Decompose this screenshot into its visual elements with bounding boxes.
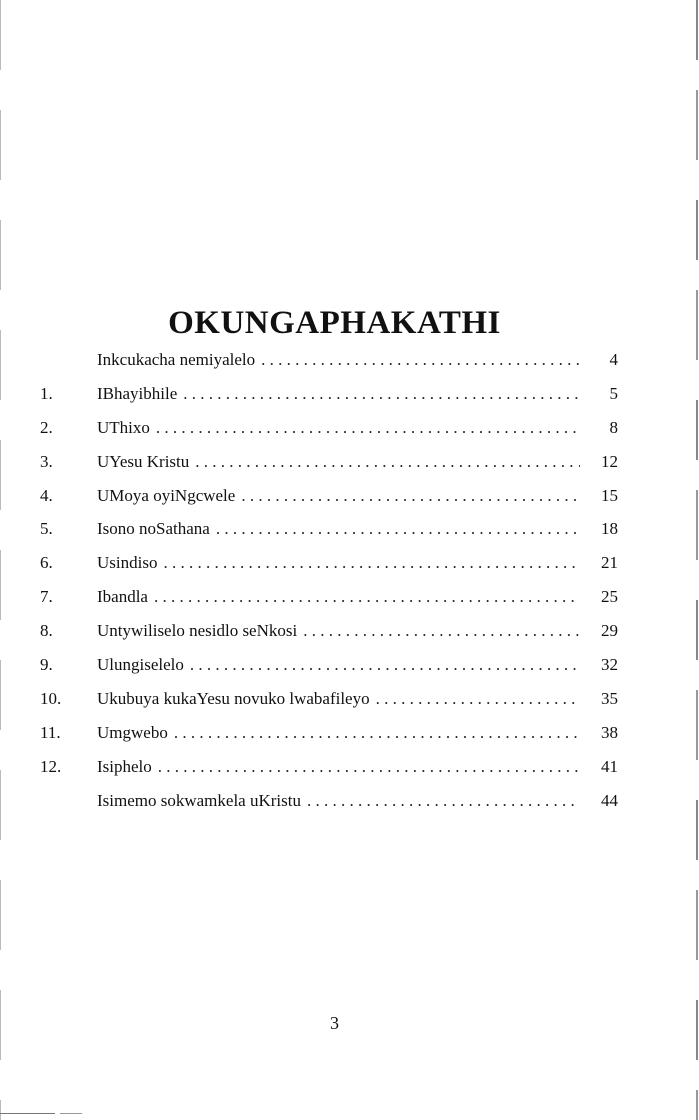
toc-entry-label: Usindiso: [97, 553, 158, 573]
toc-entry-number: 4.: [40, 485, 53, 505]
toc-entry-number: 12.: [40, 756, 62, 776]
toc-leader-dots: [174, 723, 580, 743]
toc-entry-7: [40, 587, 618, 621]
toc-leader-dots: [163, 553, 580, 573]
toc-entry-10: [40, 689, 618, 723]
toc-entry-number: 8.: [40, 621, 53, 641]
toc-entry-page: 44: [601, 790, 618, 810]
toc-entry-number: 2.: [40, 417, 53, 437]
page-edge-right: [696, 0, 698, 1120]
toc-entry-6: [40, 553, 618, 587]
toc-entry-5: [40, 519, 618, 553]
toc-entry-closing: [40, 791, 618, 825]
toc-entry-number: 6.: [40, 553, 53, 573]
toc-entry-page: 38: [601, 722, 618, 742]
toc-entry-number: 9.: [40, 655, 53, 675]
toc-entry-label: Ibandla: [97, 587, 148, 607]
toc-entry-label: UMoya oyiNgcwele: [97, 485, 236, 505]
toc-entry-label: Isiphelo: [97, 756, 152, 776]
toc-entry-label: Untywiliselo nesidlo seNkosi: [97, 621, 298, 641]
toc-leader-dots: [303, 621, 580, 641]
toc-leader-dots: [307, 791, 580, 811]
toc-entry-label: Isono noSathana: [97, 519, 210, 539]
toc-entry-page: 35: [601, 688, 618, 708]
page-title: OKUNGAPHAKATHI: [168, 305, 501, 341]
toc-entry-4: [40, 486, 618, 520]
toc-entry-label: IBhayibhile: [97, 383, 178, 403]
toc-leader-dots: [158, 757, 580, 777]
page-number: 3: [330, 1013, 339, 1033]
toc-entry-page: 29: [601, 621, 618, 641]
toc-entry-number: 10.: [40, 688, 62, 708]
toc-entry-page: 15: [601, 485, 618, 505]
page-edge-bottom: [0, 1113, 55, 1114]
toc-entry-page: 32: [601, 655, 618, 675]
toc-entry-page: 5: [609, 383, 618, 403]
toc-entry-label: Isimemo sokwamkela uKristu: [97, 790, 301, 810]
toc-entry-1: [40, 384, 618, 418]
toc-leader-dots: [241, 486, 580, 506]
toc-entry-number: 1.: [40, 383, 53, 403]
toc-entry-label: Inkcukacha nemiyalelo: [97, 350, 256, 369]
toc-entry-page: 4: [609, 350, 618, 369]
toc-entry-8: [40, 621, 618, 655]
toc-entry-page: 25: [601, 587, 618, 607]
toc-entry-2: [40, 418, 618, 452]
toc-entry-label: Ulungiselelo: [97, 655, 184, 675]
toc-entry-page: 18: [601, 519, 618, 539]
toc-entry-label: Umgwebo: [97, 722, 168, 742]
page-edge-bottom-mark: [60, 1113, 82, 1114]
toc-entry-3: [40, 452, 618, 486]
toc-leader-dots: [154, 587, 580, 607]
table-of-contents: [40, 350, 618, 824]
toc-entry-11: [40, 723, 618, 757]
toc-leader-dots: [216, 519, 580, 539]
toc-leader-dots: [376, 689, 580, 709]
toc-entry-number: 3.: [40, 451, 53, 471]
toc-entry-label: UYesu Kristu: [97, 451, 190, 471]
toc-entry-page: 12: [601, 451, 618, 471]
toc-entry-number: 7.: [40, 587, 53, 607]
toc-leader-dots: [190, 655, 580, 675]
toc-entry-12: [40, 757, 618, 791]
toc-entry-intro: [40, 350, 618, 384]
toc-leader-dots: [195, 452, 580, 472]
toc-entry-number: 11.: [40, 722, 61, 742]
toc-leader-dots: [261, 350, 580, 370]
toc-entry-number: 5.: [40, 519, 53, 539]
toc-leader-dots: [156, 418, 580, 438]
toc-entry-9: [40, 655, 618, 689]
toc-entry-page: 41: [601, 756, 618, 776]
toc-entry-label: Ukubuya kukaYesu novuko lwabafileyo: [97, 688, 370, 708]
toc-leader-dots: [183, 384, 580, 404]
toc-entry-page: 21: [601, 553, 618, 573]
page-edge-left: [0, 0, 1, 1120]
toc-entry-label: UThixo: [97, 417, 150, 437]
toc-entry-page: 8: [609, 417, 618, 437]
